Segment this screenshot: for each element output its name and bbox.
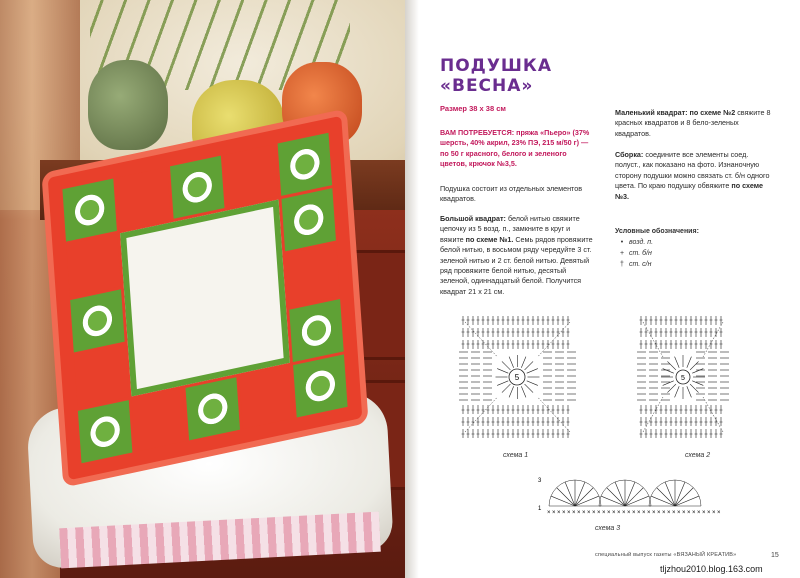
pillow-square — [62, 178, 117, 241]
stitch-mark: × — [637, 510, 641, 516]
stitch-mark: × — [597, 510, 601, 516]
stitch-mark: × — [547, 510, 551, 516]
stitch-mark: × — [677, 510, 681, 516]
stitch-mark: × — [627, 510, 631, 516]
pillow-square — [132, 389, 187, 452]
stitch-mark — [690, 384, 698, 392]
legend-text: ст. б/н — [629, 250, 652, 257]
pillow-square — [185, 377, 240, 440]
stitch-mark: × — [612, 510, 616, 516]
stitch-mark — [663, 381, 674, 386]
stitch-mark: × — [572, 510, 576, 516]
stitch-mark — [465, 322, 498, 357]
scheme-3-diagram — [535, 460, 725, 520]
stitch-mark — [502, 384, 510, 392]
scheme-2-diagram — [633, 312, 733, 442]
stitch-mark: × — [692, 510, 696, 516]
legend-items — [615, 237, 699, 270]
scheme-1-diagram — [455, 312, 580, 442]
stitch-mark — [527, 381, 538, 386]
stitch-mark: × — [687, 510, 691, 516]
pillow-square — [224, 144, 279, 207]
stitch-mark: × — [712, 510, 716, 516]
stitch-mark — [525, 361, 533, 369]
blog-watermark: tljzhou2010.blog.163.com — [657, 564, 766, 574]
crochet-pillow — [48, 116, 363, 481]
materials-label: ВАМ ПОТРЕБУЕТСЯ: — [440, 128, 515, 137]
stitch-mark — [497, 369, 508, 374]
stitch-mark: × — [707, 510, 711, 516]
legend-item — [615, 248, 699, 259]
stitch-mark: × — [682, 510, 686, 516]
scheme-2-number: 5 — [681, 375, 685, 382]
stitch-mark — [657, 488, 675, 506]
scheme-3-row-label: 1 — [538, 506, 542, 512]
pillow-square — [74, 345, 129, 408]
pillow-square — [285, 244, 340, 307]
assembly-block — [615, 150, 775, 202]
stitch-mark: × — [647, 510, 651, 516]
scheme-1-number: 5 — [514, 373, 520, 382]
stitch-mark: × — [662, 510, 666, 516]
pillow-square — [278, 133, 333, 196]
stitch-mark — [521, 357, 526, 368]
stitch-mark — [692, 369, 703, 374]
pillow-square — [293, 354, 348, 417]
pillow-square — [78, 400, 133, 463]
stitch-mark — [607, 488, 625, 506]
size-text: Размер 38 х 38 см — [440, 104, 506, 113]
stitch-mark — [575, 488, 593, 506]
small-square-scheme: по схеме №2 — [689, 108, 736, 117]
stitch-mark — [625, 488, 643, 506]
pillow-square — [170, 156, 225, 219]
legend-symbol: † — [620, 261, 624, 268]
stitch-mark — [687, 357, 692, 368]
scheme-2-caption: схема 2 — [685, 452, 711, 459]
stitch-mark: × — [667, 510, 671, 516]
stitch-mark: × — [577, 510, 581, 516]
stitch-mark: × — [697, 510, 701, 516]
stitch-mark: × — [562, 510, 566, 516]
stitch-mark — [643, 397, 663, 432]
pillow-square — [239, 366, 294, 429]
legend-text: возд. п. — [629, 239, 654, 246]
stitch-mark: × — [552, 510, 556, 516]
stitch-mark — [509, 357, 514, 368]
small-square-text: свяжите 8 красных квадратов и 8 бело-зеленых квадратов. — [615, 108, 771, 138]
stitch-mark: × — [607, 510, 611, 516]
big-square-label: Большой квадрат: — [440, 214, 506, 223]
article-page — [405, 0, 800, 578]
page-number: 15 — [771, 552, 779, 559]
small-square-label: Маленький квадрат: — [615, 108, 688, 117]
stitch-mark — [538, 322, 571, 357]
stitch-mark: × — [592, 510, 596, 516]
stitch-mark — [502, 361, 510, 369]
stitch-mark: × — [587, 510, 591, 516]
scheme-3-stitches — [547, 480, 721, 516]
big-square-scheme: по схеме №1. — [465, 234, 514, 244]
big-square-text2: Семь рядов провяжите белой нитью, в восьмом ряду чередуйте 3 ст. зеленой нитью и 2 ст. белой нитью. Девятый ряд провяжите белой нитью, десятый зеленой, одиннадцатый белой. Получится квадрат 21 х 21 см. — [440, 234, 593, 296]
stitch-mark — [675, 357, 680, 368]
stitch-mark — [521, 386, 526, 397]
green-pot — [88, 60, 168, 150]
stitch-mark: × — [672, 510, 676, 516]
legend-symbol: • — [620, 239, 624, 246]
stitch-mark — [687, 386, 692, 397]
legend — [615, 226, 699, 270]
big-square-block — [440, 214, 595, 297]
page-gutter — [405, 0, 419, 578]
legend-text: ст. с/н — [629, 261, 652, 268]
stitch-mark: × — [557, 510, 561, 516]
legend-title: Условные обозначения: — [615, 228, 699, 235]
stitch-mark — [538, 397, 571, 432]
stitch-mark: × — [652, 510, 656, 516]
title-line: «ВЕСНА» — [440, 76, 534, 96]
pillow-center-square — [120, 200, 290, 397]
stitch-mark: × — [642, 510, 646, 516]
stitch-mark — [675, 386, 680, 397]
materials-text: пряжа «Пьеро» (37% шерсть, 40% акрил, 23% ПЭ, 215 м/50 г) — по 50 г красного, белого и зеленого цветов, крючок №3,5. — [440, 128, 590, 169]
assembly-text: соедините все элементы соед. полуст., как показано на фото. Изнаночную сторону подушки можно связать ст. б/н одного цвета. По краю подушку обвяжите — [615, 150, 770, 191]
stitch-mark — [663, 369, 674, 374]
stitch-mark — [667, 361, 675, 369]
stitch-mark: × — [602, 510, 606, 516]
stitch-mark: × — [717, 510, 721, 516]
stitch-mark — [525, 384, 533, 392]
stitch-mark — [690, 361, 698, 369]
stitch-mark: × — [582, 510, 586, 516]
stitch-mark — [675, 488, 693, 506]
stitch-mark — [692, 381, 703, 386]
stitch-mark — [509, 386, 514, 397]
assembly-label: Сборка: — [615, 150, 644, 159]
stitch-mark — [667, 384, 675, 392]
assembly-scheme: по схеме №3. — [615, 181, 764, 201]
title-line: ПОДУШКА — [440, 56, 552, 76]
pillow-square — [70, 289, 125, 352]
stitch-mark: × — [632, 510, 636, 516]
intro-text: Подушка состоит из отдельных элементов квадратов. — [440, 184, 583, 204]
stitch-mark: × — [657, 510, 661, 516]
magazine-footer: специальный выпуск газеты «ВЯЗАНЫЙ КРЕАТИВ» — [595, 552, 737, 558]
materials-block — [440, 128, 590, 170]
pillow-square — [281, 188, 336, 251]
big-square-text: белой нитью свяжите цепочку из 5 возд. п., замкните в круг и вяжите — [440, 214, 580, 244]
stitch-mark — [465, 397, 498, 432]
stitch-mark — [703, 397, 723, 432]
stitch-mark: × — [617, 510, 621, 516]
scheme-3-caption: схема 3 — [595, 525, 621, 532]
stitch-mark: × — [622, 510, 626, 516]
stitch-mark — [527, 369, 538, 374]
scheme-3-row-label: 3 — [538, 478, 542, 484]
stitch-mark: × — [702, 510, 706, 516]
legend-item — [615, 259, 699, 270]
small-square-block — [615, 108, 775, 139]
pillow-square-grid — [62, 133, 347, 464]
pillow-square — [289, 299, 344, 362]
stitch-mark — [497, 381, 508, 386]
stitch-mark — [557, 488, 575, 506]
legend-symbol: + — [619, 250, 625, 257]
scheme-1-caption: схема 1 — [503, 452, 529, 459]
article-title — [440, 56, 552, 96]
pillow-square — [116, 167, 171, 230]
pillow-square — [66, 234, 121, 297]
stitch-mark: × — [567, 510, 571, 516]
legend-item — [615, 237, 699, 248]
